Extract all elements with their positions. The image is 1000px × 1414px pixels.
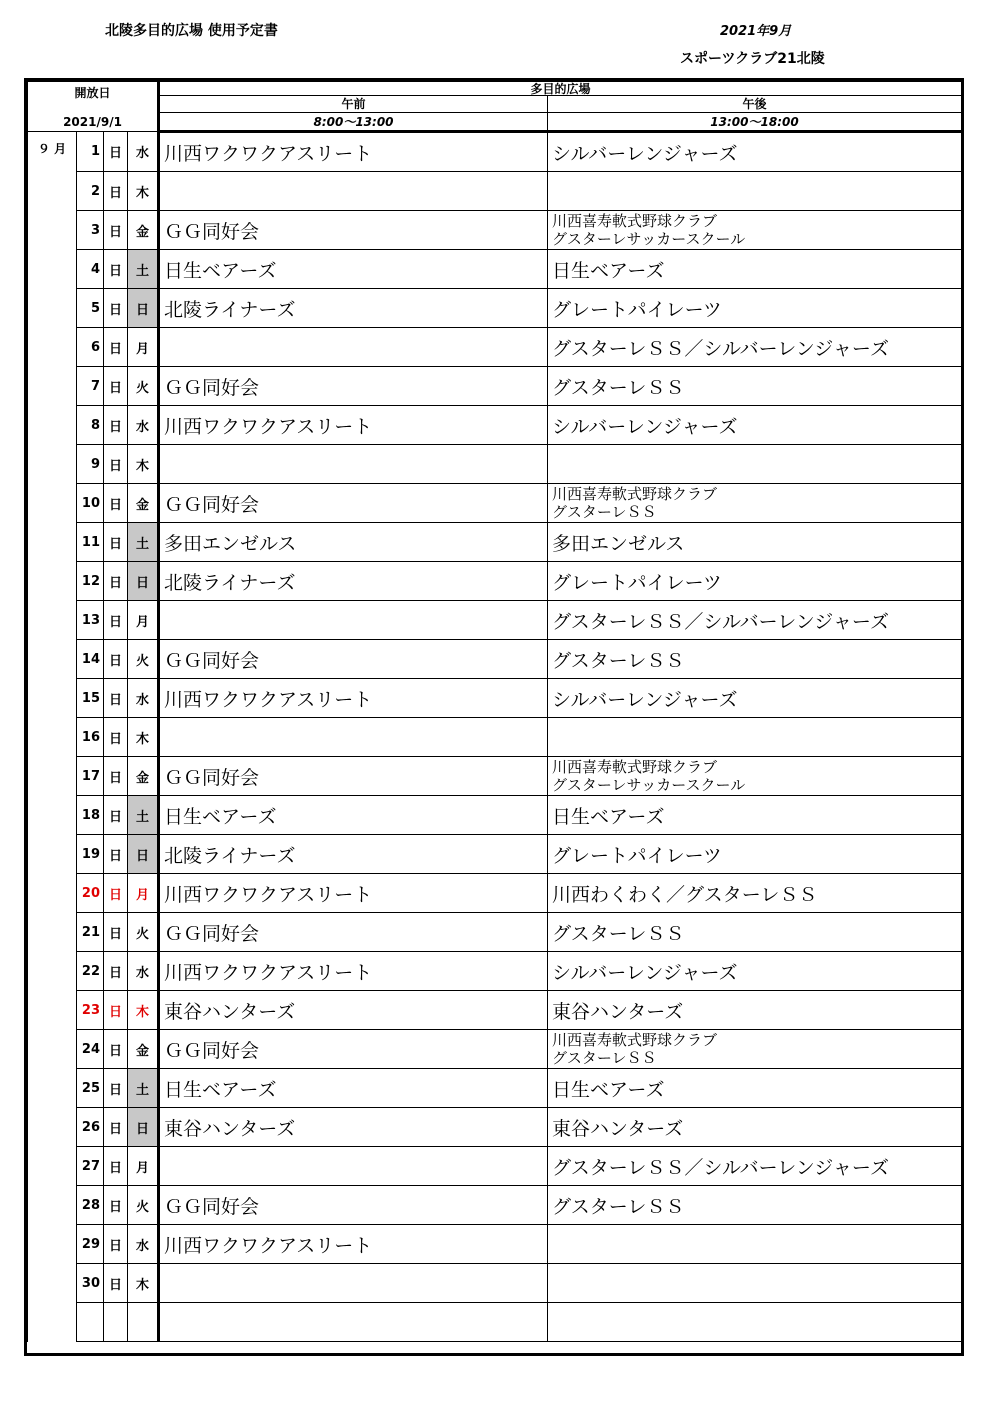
day-suffix: 日 [104,289,128,328]
day-number: 4 [77,250,104,289]
day-suffix: 日 [104,1225,128,1264]
day-number: 26 [77,1108,104,1147]
day-number: 8 [77,406,104,445]
open-day-label: 開放日 [74,86,111,100]
weekday [128,1303,159,1342]
pm-reservation [548,172,962,211]
schedule-row [28,1303,962,1342]
pm-reservation-line: グスターレＳＳ [552,1049,657,1067]
organization-name: スポーツクラブ21北陵 [680,51,825,67]
pm-reservation: 日生ベアーズ [548,1069,962,1108]
am-reservation: 川西ワクワクアスリート [159,679,548,718]
schedule-row [28,913,962,952]
pm-reservation: 多田エンゼルス [548,523,962,562]
day-number: 22 [77,952,104,991]
schedule-row [28,523,962,562]
schedule-row [28,1186,962,1225]
weekday: 月 [128,874,159,913]
day-number: 30 [77,1264,104,1303]
schedule-row [28,445,962,484]
pm-reservation [548,1030,962,1069]
day-suffix: 日 [104,406,128,445]
weekday: 月 [128,601,159,640]
pm-reservation-line: 川西喜寿軟式野球クラブ [552,1031,718,1049]
pm-reservation: 川西わくわく／グスターレＳＳ [548,874,962,913]
schedule-row [28,640,962,679]
weekday: 木 [128,172,159,211]
day-number: 17 [77,757,104,796]
schedule-row [28,991,962,1030]
day-suffix: 日 [104,562,128,601]
day-suffix: 日 [104,484,128,523]
day-number: 19 [77,835,104,874]
am-reservation [159,1303,548,1342]
day-number: 7 [77,367,104,406]
schedule-row [28,1030,962,1069]
am-reservation: ＧＧ同好会 [159,913,548,952]
am-reservation: ＧＧ同好会 [159,484,548,523]
am-reservation: ＧＧ同好会 [159,367,548,406]
pm-reservation: 東谷ハンターズ [548,991,962,1030]
day-suffix: 日 [104,445,128,484]
am-reservation [159,328,548,367]
document-title: 北陵多目的広場 使用予定書 [105,23,278,39]
schedule-row [28,1108,962,1147]
schedule-row [28,1225,962,1264]
am-reservation: 東谷ハンターズ [159,991,548,1030]
weekday: 水 [128,132,159,172]
weekday: 金 [128,211,159,250]
pm-reservation-line: グスターレサッカースクール [552,776,746,794]
day-suffix: 日 [104,718,128,757]
am-time-header: 8:00～13:00 [159,113,548,132]
day-number: 25 [77,1069,104,1108]
day-suffix: 日 [104,952,128,991]
am-reservation: 川西ワクワクアスリート [159,952,548,991]
schedule-row [28,601,962,640]
am-reservation: ＧＧ同好会 [159,1030,548,1069]
schedule-row [28,1264,962,1303]
pm-reservation [548,211,962,250]
weekday: 金 [128,1030,159,1069]
day-suffix: 日 [104,874,128,913]
day-suffix: 日 [104,601,128,640]
schedule-row [28,796,962,835]
am-reservation: 日生ベアーズ [159,796,548,835]
weekday: 土 [128,523,159,562]
am-reservation [159,445,548,484]
am-reservation [159,1264,548,1303]
pm-header: 午後 [548,96,962,113]
day-suffix: 日 [104,1264,128,1303]
day-number: 6 [77,328,104,367]
am-reservation: 川西ワクワクアスリート [159,406,548,445]
weekday: 木 [128,1264,159,1303]
day-number: 1 [77,132,104,172]
day-suffix: 日 [104,250,128,289]
weekday: 土 [128,796,159,835]
day-number: 29 [77,1225,104,1264]
weekday: 金 [128,757,159,796]
weekday: 土 [128,250,159,289]
weekday: 金 [128,484,159,523]
schedule-row [28,562,962,601]
pm-reservation: グスターレＳＳ／シルバーレンジャーズ [548,328,962,367]
day-number: 5 [77,289,104,328]
weekday: 火 [128,1186,159,1225]
weekday: 月 [128,1147,159,1186]
day-suffix: 日 [104,132,128,172]
day-number: 11 [77,523,104,562]
day-suffix: 日 [104,640,128,679]
document-month: 2021年9月 [720,24,792,39]
am-reservation: 北陵ライナーズ [159,562,548,601]
am-reservation: 川西ワクワクアスリート [159,132,548,172]
weekday: 日 [128,289,159,328]
pm-reservation [548,757,962,796]
schedule-row [28,757,962,796]
pm-reservation-line: 川西喜寿軟式野球クラブ [552,758,718,776]
day-suffix: 日 [104,1108,128,1147]
pm-reservation: シルバーレンジャーズ [548,406,962,445]
am-reservation: ＧＧ同好会 [159,757,548,796]
day-suffix [104,1303,128,1342]
day-suffix: 日 [104,1186,128,1225]
pm-reservation-line: グスターレサッカースクール [552,230,746,248]
weekday: 木 [128,718,159,757]
pm-reservation [548,1303,962,1342]
pm-reservation: 東谷ハンターズ [548,1108,962,1147]
weekday: 日 [128,1108,159,1147]
day-suffix: 日 [104,1030,128,1069]
weekday: 日 [128,835,159,874]
day-suffix: 日 [104,367,128,406]
day-number [77,1303,104,1342]
day-number: 15 [77,679,104,718]
month-label: ９ 月 [28,132,77,1342]
pm-reservation: 日生ベアーズ [548,250,962,289]
day-number: 16 [77,718,104,757]
day-number: 3 [77,211,104,250]
am-reservation: ＧＧ同好会 [159,211,548,250]
pm-reservation: グレートパイレーツ [548,289,962,328]
day-number: 24 [77,1030,104,1069]
weekday: 木 [128,445,159,484]
day-number: 2 [77,172,104,211]
day-number: 12 [77,562,104,601]
pm-reservation: グスターレＳＳ／シルバーレンジャーズ [548,1147,962,1186]
day-suffix: 日 [104,1147,128,1186]
day-number: 20 [77,874,104,913]
day-number: 18 [77,796,104,835]
pm-reservation [548,718,962,757]
schedule-row [28,484,962,523]
am-reservation: 東谷ハンターズ [159,1108,548,1147]
am-reservation: 川西ワクワクアスリート [159,1225,548,1264]
day-suffix: 日 [104,913,128,952]
day-suffix: 日 [104,796,128,835]
day-suffix: 日 [104,523,128,562]
weekday: 土 [128,1069,159,1108]
pm-reservation: シルバーレンジャーズ [548,679,962,718]
weekday: 火 [128,367,159,406]
am-reservation: 多田エンゼルス [159,523,548,562]
am-reservation: ＧＧ同好会 [159,640,548,679]
day-number: 13 [77,601,104,640]
day-suffix: 日 [104,835,128,874]
day-suffix: 日 [104,991,128,1030]
schedule-table [24,78,964,1356]
pm-reservation-line: グスターレＳＳ [552,503,657,521]
day-suffix: 日 [104,328,128,367]
day-suffix: 日 [104,211,128,250]
day-number: 9 [77,445,104,484]
schedule-row [28,718,962,757]
weekday: 日 [128,562,159,601]
weekday: 木 [128,991,159,1030]
am-reservation: 北陵ライナーズ [159,835,548,874]
day-number: 21 [77,913,104,952]
schedule-row [28,1147,962,1186]
am-reservation [159,718,548,757]
pm-reservation-line: 川西喜寿軟式野球クラブ [552,212,718,230]
weekday: 水 [128,952,159,991]
pm-reservation: グレートパイレーツ [548,835,962,874]
schedule-row [28,367,962,406]
schedule-row [28,874,962,913]
pm-reservation: シルバーレンジャーズ [548,132,962,172]
am-header: 午前 [159,96,548,113]
pm-time-header: 13:00～18:00 [548,113,962,132]
pm-reservation: 日生ベアーズ [548,796,962,835]
schedule-row [28,250,962,289]
weekday: 火 [128,640,159,679]
pm-reservation [548,484,962,523]
am-reservation: 北陵ライナーズ [159,289,548,328]
am-reservation [159,1147,548,1186]
day-suffix: 日 [104,1069,128,1108]
schedule-row [28,289,962,328]
weekday: 水 [128,406,159,445]
day-number: 14 [77,640,104,679]
pm-reservation [548,1264,962,1303]
weekday: 月 [128,328,159,367]
am-reservation: ＧＧ同好会 [159,1186,548,1225]
day-suffix: 日 [104,757,128,796]
day-number: 10 [77,484,104,523]
weekday: 水 [128,1225,159,1264]
pm-reservation-line: 川西喜寿軟式野球クラブ [552,485,718,503]
schedule-row [28,328,962,367]
day-number: 27 [77,1147,104,1186]
day-number: 28 [77,1186,104,1225]
schedule-row [28,679,962,718]
day-suffix: 日 [104,679,128,718]
weekday: 火 [128,913,159,952]
schedule-row [28,211,962,250]
pm-reservation: シルバーレンジャーズ [548,952,962,991]
schedule-row [28,1069,962,1108]
pm-reservation: グスターレＳＳ [548,640,962,679]
schedule-row [28,132,962,172]
day-number: 23 [77,991,104,1030]
facility-header: 多目的広場 [159,82,962,96]
open-day-header [28,82,159,132]
pm-reservation: グスターレＳＳ／シルバーレンジャーズ [548,601,962,640]
schedule-row [28,835,962,874]
am-reservation [159,172,548,211]
pm-reservation [548,1225,962,1264]
schedule-row [28,172,962,211]
am-reservation: 川西ワクワクアスリート [159,874,548,913]
pm-reservation: グスターレＳＳ [548,367,962,406]
schedule-row [28,406,962,445]
pm-reservation [548,445,962,484]
am-reservation: 日生ベアーズ [159,250,548,289]
day-suffix: 日 [104,172,128,211]
weekday: 水 [128,679,159,718]
pm-reservation: グレートパイレーツ [548,562,962,601]
pm-reservation: グスターレＳＳ [548,913,962,952]
pm-reservation: グスターレＳＳ [548,1186,962,1225]
am-reservation [159,601,548,640]
open-day-date: 2021/9/1 [63,115,122,129]
schedule-body [28,82,962,1342]
am-reservation: 日生ベアーズ [159,1069,548,1108]
schedule-row [28,952,962,991]
